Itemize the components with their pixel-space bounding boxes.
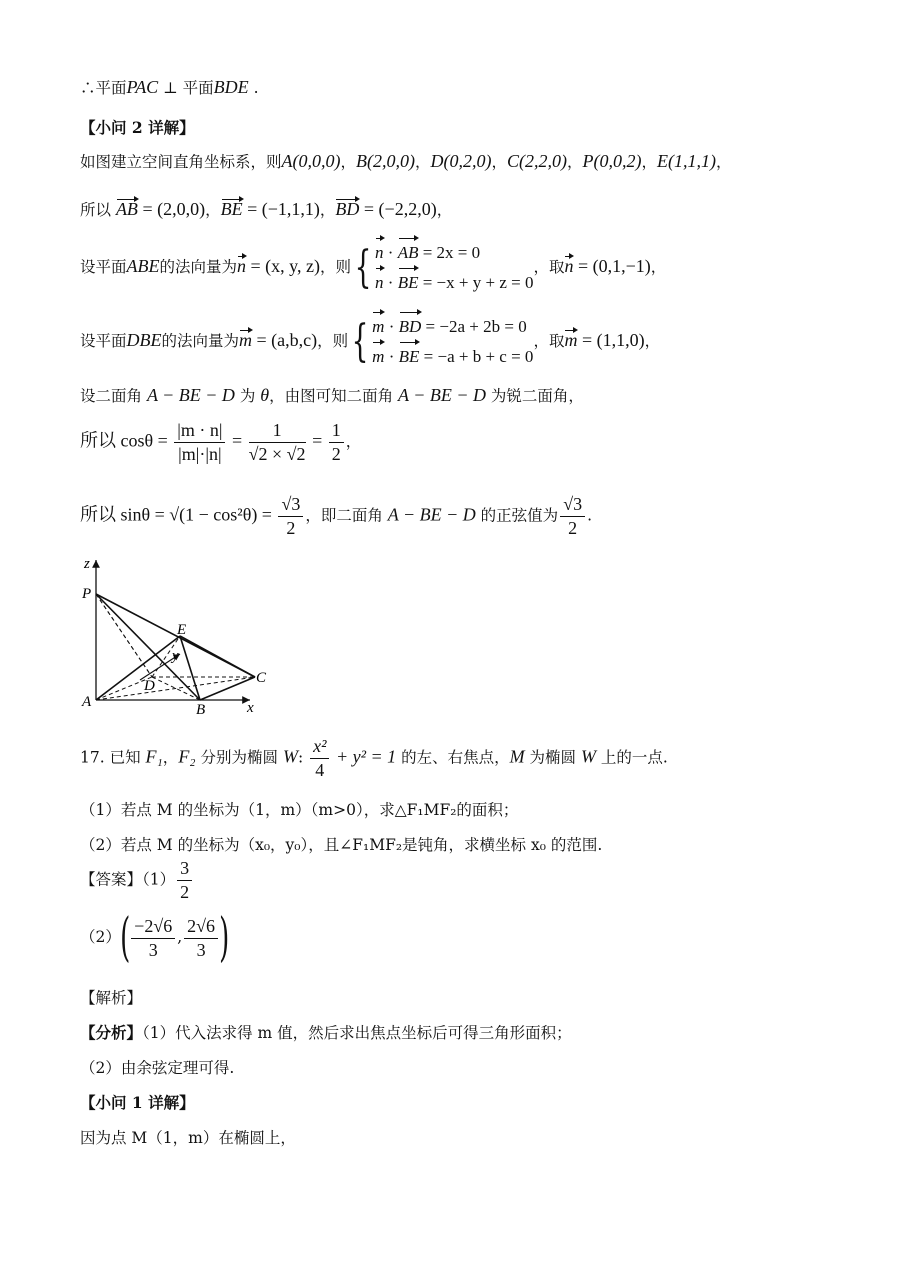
- numerator: 1: [329, 420, 344, 443]
- label-y: y: [172, 648, 179, 664]
- text: 为: [234, 387, 261, 405]
- vector-n-def: = (x, y, z): [246, 256, 320, 276]
- analysis-line-2: （2）由余弦定理可得.: [80, 1059, 235, 1077]
- point-a: A(0,0,0): [281, 151, 341, 171]
- question-17: [80, 736, 668, 781]
- point-m: M: [509, 746, 525, 767]
- fraction: [329, 420, 344, 465]
- numerator: √3: [278, 494, 303, 517]
- vector-m: m: [564, 330, 578, 350]
- plane-abe: ABE: [126, 256, 160, 276]
- equation-system-m: [372, 312, 533, 372]
- numerator: 2√6: [184, 916, 218, 939]
- fraction: [174, 420, 225, 465]
- fraction: [177, 858, 192, 903]
- answer-label: 【答案】（1）: [80, 870, 176, 889]
- vectors-line: [80, 198, 452, 220]
- denominator: |m|·|n|: [178, 444, 222, 464]
- vec: n: [375, 238, 384, 268]
- text: 设平面: [80, 258, 127, 276]
- sep: ，: [436, 201, 453, 219]
- f2: F₂: [178, 746, 196, 767]
- vector-ab: AB: [115, 199, 138, 219]
- theta: θ: [260, 385, 270, 405]
- text: ，即二面角: [305, 506, 388, 525]
- text: ，则: [320, 258, 352, 276]
- dihedral: A − BE − D: [398, 385, 486, 405]
- angle-line: [80, 384, 584, 406]
- text: ∴平面: [80, 79, 127, 97]
- ellipse-w: W: [282, 746, 298, 767]
- colon: :: [297, 748, 309, 767]
- fraction: [560, 494, 585, 539]
- sep: ，: [567, 153, 583, 171]
- answer-1: [80, 858, 194, 903]
- math-plane-bde: BDE: [213, 77, 249, 97]
- vector-bd: BD: [335, 199, 360, 219]
- jiexi-heading: 【解析】: [80, 989, 143, 1007]
- last-line: 因为点 M（1，m）在椭圆上，: [80, 1129, 296, 1147]
- text: 所以 cosθ =: [80, 430, 173, 451]
- sep: ，: [491, 153, 508, 171]
- equation: + y² = 1: [331, 746, 397, 767]
- text: ，由图可知二面角: [269, 387, 399, 405]
- vector-m-def: = (a,b,c): [252, 330, 318, 350]
- label-d: D: [144, 678, 155, 694]
- text: 的法向量为: [159, 258, 238, 276]
- dot: ·: [384, 347, 399, 366]
- text: ，取: [533, 332, 565, 350]
- point-c: C(2,2,0): [507, 151, 568, 171]
- text: 的法向量为: [161, 332, 240, 350]
- eq: =: [307, 430, 327, 451]
- math-plane-pac: PAC: [126, 77, 159, 97]
- eq: = −x + y + z = 0: [418, 273, 534, 292]
- vector-n-value: = (0,1,−1): [573, 256, 651, 276]
- label-c: C: [256, 670, 267, 686]
- text: 上的一点.: [595, 748, 668, 767]
- eq: =: [227, 430, 247, 451]
- text: 的正弦值为: [475, 506, 559, 525]
- sep: ，: [162, 748, 179, 767]
- sep: ，: [641, 153, 658, 171]
- numerator: √3: [560, 494, 585, 517]
- answer-2: [80, 908, 230, 968]
- label-z: z: [84, 556, 90, 572]
- vector-be-value: = (−1,1,1): [242, 199, 320, 219]
- vec: m: [372, 342, 384, 372]
- fraction: [184, 916, 218, 961]
- part-1: （1）若点 M 的坐标为（1，m）（m>0），求△F₁MF₂的面积；: [80, 801, 519, 819]
- analysis-line: [80, 1021, 572, 1043]
- sep: ，: [205, 201, 221, 219]
- denominator: 2: [331, 444, 341, 464]
- numerator: 1: [249, 420, 306, 443]
- numerator: x²: [310, 736, 329, 759]
- text: ，取: [533, 258, 565, 276]
- fraction: [249, 420, 306, 465]
- text: 为椭圆: [524, 748, 581, 767]
- text: 为锐二面角，: [485, 387, 584, 405]
- vector-bd-value: = (−2,2,0): [359, 199, 437, 219]
- text: 设二面角: [80, 387, 147, 405]
- vec: BE: [399, 342, 420, 372]
- left-brace: {: [351, 316, 369, 367]
- vec: m: [372, 312, 384, 342]
- dihedral: A − BE − D: [387, 504, 476, 525]
- vector-be: BE: [220, 199, 243, 219]
- eq: = −2a + 2b = 0: [421, 317, 527, 336]
- eq: = −a + b + c = 0: [419, 347, 534, 366]
- vec: BD: [399, 312, 422, 342]
- denominator: 2: [180, 882, 190, 902]
- denominator: 2: [568, 518, 578, 538]
- answer-label: （2）: [80, 928, 121, 946]
- sep: ，: [644, 332, 661, 350]
- text: 所以: [80, 201, 116, 219]
- vector-m-value: = (1,1,0): [577, 330, 645, 350]
- question-number: 17.: [80, 748, 105, 767]
- numerator: −2√6: [131, 916, 175, 939]
- eq: = 2x = 0: [418, 243, 481, 262]
- denominator: 4: [315, 760, 325, 780]
- comma: ,: [177, 928, 183, 946]
- fraction: [131, 916, 175, 961]
- normal-m-line: [80, 312, 660, 372]
- left-brace: {: [354, 242, 372, 293]
- denominator: 3: [148, 939, 158, 960]
- fraction: [310, 736, 329, 781]
- coordinates-line: [80, 150, 732, 172]
- text: 的左、右焦点，: [396, 748, 510, 767]
- text: 已知: [109, 748, 146, 767]
- sep: ，: [650, 258, 667, 276]
- vector-ab-value: = (2,0,0): [137, 199, 206, 219]
- dot: ·: [383, 273, 398, 292]
- section-heading-q2: 【小问 2 详解】: [80, 118, 195, 137]
- vec: AB: [398, 238, 419, 268]
- fraction: [278, 494, 303, 539]
- text: 所以 sinθ = √(1 − cos²θ) =: [80, 504, 277, 525]
- text: 设平面: [80, 332, 127, 350]
- denominator: 3: [196, 939, 206, 960]
- label-p: P: [82, 586, 92, 602]
- vector-n: n: [237, 256, 247, 276]
- pyramid-figure: [80, 552, 280, 717]
- normal-n-line: [80, 238, 666, 298]
- sep: ，: [415, 153, 431, 171]
- vec: n: [375, 268, 384, 298]
- numerator: |m · n|: [174, 420, 225, 443]
- ellipse-w: W: [580, 746, 596, 767]
- f1: F₁: [145, 746, 163, 767]
- denominator: 2: [286, 518, 296, 538]
- sep: ，: [716, 153, 732, 171]
- conclusion-line: [80, 76, 259, 98]
- point-e: E(1,1,1): [657, 151, 717, 171]
- analysis-text: （1）代入法求得 m 值，然后求出焦点坐标后可得三角形面积；: [142, 1024, 572, 1042]
- text: 分别为椭圆: [195, 748, 283, 767]
- sep: ，: [319, 201, 336, 219]
- vec: BE: [398, 268, 419, 298]
- point-p: P(0,0,2): [582, 151, 642, 171]
- plane-dbe: DBE: [126, 330, 162, 350]
- dihedral: A − BE − D: [146, 385, 235, 405]
- close-paren: ): [219, 908, 230, 968]
- cos-line: [80, 420, 361, 465]
- sin-line: [80, 494, 592, 539]
- equation-system-n: [375, 238, 533, 298]
- label-e: E: [177, 622, 187, 638]
- section-heading-q1: 【小问 1 详解】: [80, 1093, 195, 1112]
- period: .: [587, 506, 593, 525]
- sep: ，: [345, 432, 362, 451]
- vector-m: m: [239, 330, 253, 350]
- text: ⊥ 平面: [158, 79, 214, 97]
- text: 如图建立空间直角坐标系，则: [80, 153, 282, 171]
- point-b: B(2,0,0): [356, 151, 415, 171]
- open-paren: (: [119, 908, 131, 968]
- label-x: x: [247, 700, 254, 716]
- label-a: A: [82, 694, 92, 710]
- numerator: 3: [177, 858, 192, 881]
- sep: ，: [340, 153, 357, 171]
- analysis-label: 【分析】: [80, 1023, 143, 1042]
- period: .: [248, 79, 259, 97]
- dot: ·: [384, 317, 399, 336]
- dot: ·: [383, 243, 398, 262]
- part-2: （2）若点 M 的坐标为（x₀，y₀），且∠F₁MF₂是钝角，求横坐标 x₀ 的范围.: [80, 836, 603, 854]
- denominator: √2 × √2: [248, 444, 306, 464]
- label-b: B: [196, 702, 206, 717]
- text: ，则: [317, 332, 349, 350]
- vector-n: n: [564, 256, 574, 276]
- point-d: D(0,2,0): [430, 151, 492, 171]
